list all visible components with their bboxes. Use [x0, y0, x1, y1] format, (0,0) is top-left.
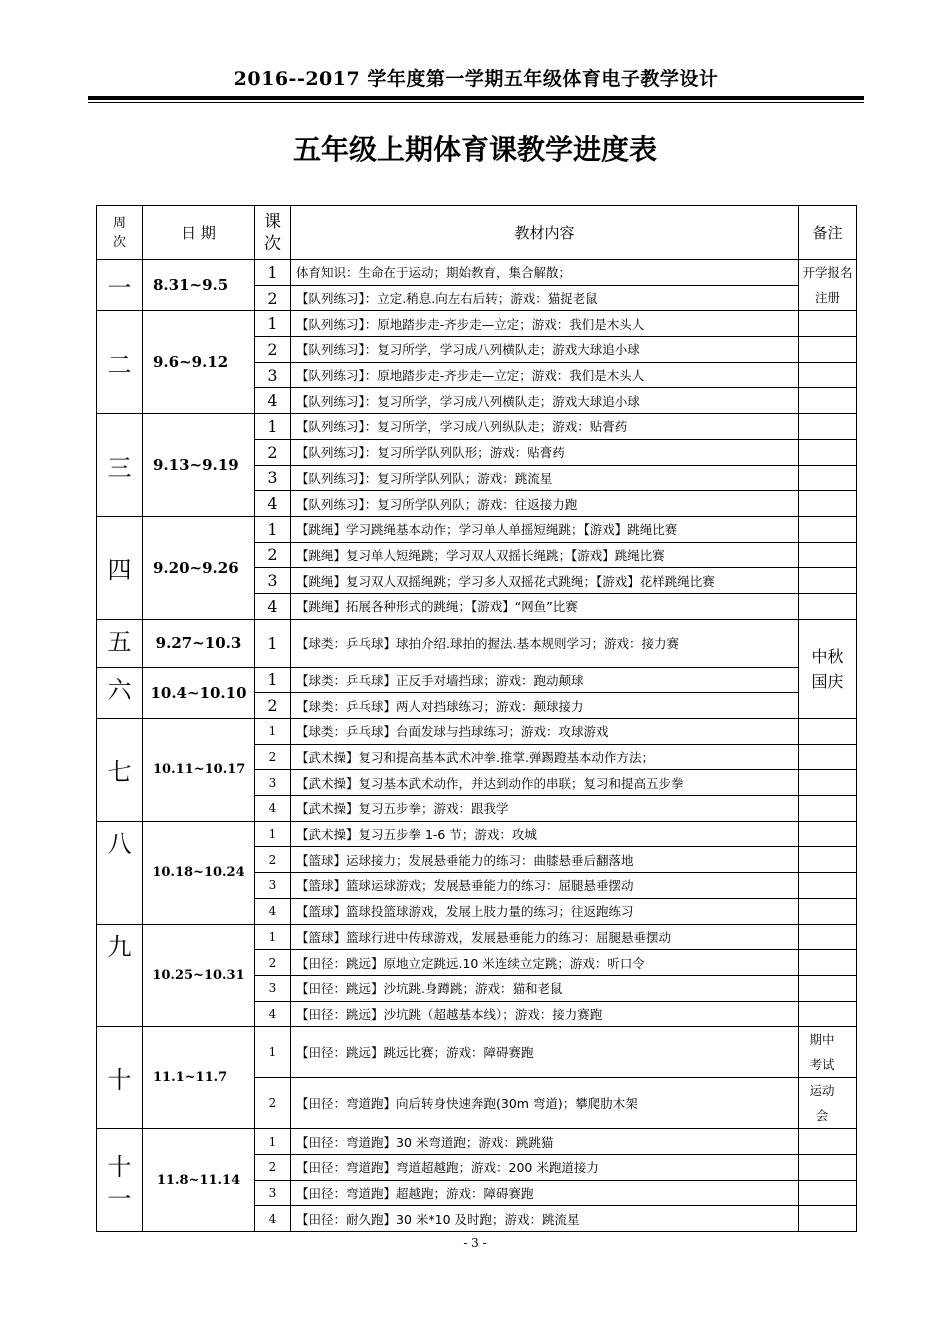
lesson-content: 【田径：弯道跑】向后转身快速奔跑(30m 弯道)；攀爬肋木架 [291, 1078, 799, 1129]
week-number: 七 [107, 758, 132, 787]
week-cell [97, 667, 143, 718]
lesson-content: 【跳绳】学习跳绳基本动作；学习单人单摇短绳跳；【游戏】跳绳比赛 [291, 516, 799, 542]
lesson-number: 2 [255, 542, 291, 568]
lesson-number: 3 [255, 975, 291, 1001]
table-row [97, 719, 857, 745]
lesson-content: 【跳绳】复习单人短绳跳；学习双人双摇长绳跳；【游戏】跳绳比赛 [291, 542, 799, 568]
lesson-content: 【篮球】篮球投篮球游戏，发展上肢力量的练习；往返跑练习 [291, 898, 799, 924]
lesson-number: 3 [255, 770, 291, 796]
lesson-number: 2 [255, 847, 291, 873]
note-cell-empty [799, 847, 857, 873]
lesson-content: 【武术操】复习五步拳 1-6 节；游戏：攻城 [291, 821, 799, 847]
note-cell [799, 260, 857, 311]
week-number: 四 [107, 556, 132, 585]
note-text: 中秋国庆 [811, 646, 844, 691]
lesson-content: 【篮球】篮球运球游戏；发展悬垂能力的练习：屈腿悬垂摆动 [291, 873, 799, 899]
week-number: 五 [107, 627, 132, 656]
note-cell-empty [799, 744, 857, 770]
note-cell-empty [799, 719, 857, 745]
date-cell: 9.27~10.3 [143, 619, 255, 667]
week-number: 八 [107, 829, 132, 858]
note-cell-empty [799, 796, 857, 822]
lesson-content: 体育知识：生命在于运动；期始教育，集合解散； [291, 260, 799, 286]
lesson-number: 1 [255, 1027, 291, 1078]
table-row [97, 924, 857, 950]
col-header-date: 日 期 [143, 206, 255, 260]
lesson-number: 4 [255, 898, 291, 924]
note-cell-empty [799, 975, 857, 1001]
lesson-content: 【队列练习】：原地踏步走-齐步走—立定；游戏：我们是木头人 [291, 311, 799, 337]
lesson-number: 4 [255, 593, 291, 619]
lesson-number: 1 [255, 1129, 291, 1155]
note-cell-empty [799, 414, 857, 440]
note-cell-empty [799, 362, 857, 388]
note-cell-empty [799, 821, 857, 847]
lesson-content: 【篮球】篮球行进中传球游戏，发展悬垂能力的练习：屈腿悬垂摆动 [291, 924, 799, 950]
col-header-note: 备注 [799, 206, 857, 260]
lesson-content: 【球类：乒乓球】台面发球与挡球练习；游戏：攻球游戏 [291, 719, 799, 745]
note-cell-empty [799, 950, 857, 976]
lesson-content: 【队列练习】：复习所学，学习成八列纵队走；游戏：贴膏药 [291, 414, 799, 440]
lesson-number: 2 [255, 744, 291, 770]
table-row [97, 311, 857, 337]
week-number: 十一 [107, 1153, 132, 1214]
lesson-number: 3 [255, 1180, 291, 1206]
col-header-lesson: 课次 [255, 206, 291, 260]
date-cell: 9.20~9.26 [143, 516, 255, 619]
note-cell-empty [799, 1206, 857, 1232]
lesson-number: 2 [255, 439, 291, 465]
date-cell: 10.11~10.17 [143, 719, 255, 822]
date-cell: 9.6~9.12 [143, 311, 255, 414]
lesson-number: 4 [255, 796, 291, 822]
note-cell-empty [799, 465, 857, 491]
date-cell: 10.4~10.10 [143, 667, 255, 718]
lesson-content: 【田径：弯道跑】超越跑；游戏：障碍赛跑 [291, 1180, 799, 1206]
lesson-content: 【队列练习】：复习所学队列队；游戏：往返接力跑 [291, 491, 799, 517]
week-cell [97, 619, 143, 667]
lesson-number: 1 [255, 667, 291, 693]
lesson-content: 【武术操】复习基本武术动作，并达到动作的串联；复习和提高五步拳 [291, 770, 799, 796]
header-rule-thick [88, 96, 864, 100]
note-cell-empty [799, 491, 857, 517]
week-number: 三 [107, 453, 132, 482]
lesson-number: 1 [255, 311, 291, 337]
note-cell-empty [799, 593, 857, 619]
lesson-content: 【武术操】复习和提高基本武术冲拳.推掌.弹踢蹬基本动作方法； [291, 744, 799, 770]
lesson-content: 【队列练习】：复习所学，学习成八列横队走；游戏大球追小球 [291, 388, 799, 414]
lesson-number: 3 [255, 568, 291, 594]
lesson-content: 【田径：跳远】跳远比赛；游戏：障碍赛跑 [291, 1027, 799, 1078]
lesson-number: 3 [255, 873, 291, 899]
table-header-row [97, 206, 857, 260]
note-cell-empty [799, 337, 857, 363]
lesson-content: 【田径：跳远】沙坑跳.身蹲跳；游戏：猫和老鼠 [291, 975, 799, 1001]
lesson-number: 4 [255, 1001, 291, 1027]
lesson-number: 1 [255, 414, 291, 440]
week-cell [97, 1027, 143, 1129]
note-cell-empty [799, 388, 857, 414]
note-cell [799, 619, 857, 718]
lesson-content: 【篮球】运球接力；发展悬垂能力的练习：曲膝悬垂后翻落地 [291, 847, 799, 873]
lesson-content: 【田径：耐久跑】30 米*10 及时跑；游戏：跳流星 [291, 1206, 799, 1232]
lesson-content: 【队列练习】：立定.稍息.向左右后转；游戏：猫捉老鼠 [291, 285, 799, 311]
date-cell: 8.31~9.5 [143, 260, 255, 311]
date-cell: 11.8~11.14 [143, 1129, 255, 1232]
lesson-number: 3 [255, 465, 291, 491]
lesson-number: 1 [255, 719, 291, 745]
lesson-number: 2 [255, 693, 291, 719]
date-cell: 11.1~11.7 [143, 1027, 255, 1129]
lesson-content: 【队列练习】：原地踏步走-齐步走—立定；游戏：我们是木头人 [291, 362, 799, 388]
note-cell-empty [799, 1001, 857, 1027]
lesson-content: 【田径：弯道跑】30 米弯道跑；游戏：跳跳猫 [291, 1129, 799, 1155]
document-title: 五年级上期体育课教学进度表 [292, 133, 657, 166]
lesson-content: 【田径：跳远】原地立定跳远.10 米连续立定跳；游戏：听口令 [291, 950, 799, 976]
col-header-week: 周次 [97, 206, 143, 260]
week-cell [97, 924, 143, 1027]
note-text: 期中考试 [809, 1032, 835, 1073]
lesson-number: 1 [255, 516, 291, 542]
week-cell [97, 1129, 143, 1232]
note-cell-empty [799, 924, 857, 950]
note-cell-empty [799, 873, 857, 899]
lesson-content: 【队列练习】：复习所学，学习成八列横队走；游戏大球追小球 [291, 337, 799, 363]
lesson-content: 【队列练习】：复习所学队列队形；游戏：贴膏药 [291, 439, 799, 465]
lesson-content: 【球类：乒乓球】正反手对墙挡球；游戏：跑动颠球 [291, 667, 799, 693]
table-row [97, 260, 857, 286]
table-row [97, 1129, 857, 1155]
lesson-content: 【田径：弯道跑】弯道超越跑；游戏：200 米跑道接力 [291, 1154, 799, 1180]
header-rule-thin [88, 102, 864, 103]
col-header-content: 教材内容 [291, 206, 799, 260]
lesson-number: 1 [255, 924, 291, 950]
lesson-number: 2 [255, 337, 291, 363]
note-cell-empty [799, 898, 857, 924]
week-number: 九 [107, 932, 132, 961]
note-cell-empty [799, 542, 857, 568]
note-cell-empty [799, 1154, 857, 1180]
lesson-number: 4 [255, 1206, 291, 1232]
lesson-content: 【跳绳】复习双人双摇绳跳；学习多人双摇花式跳绳；【游戏】花样跳绳比赛 [291, 568, 799, 594]
week-number: 六 [107, 675, 132, 704]
note-cell-empty [799, 1129, 857, 1155]
lesson-content: 【队列练习】：复习所学队列队；游戏：跳流星 [291, 465, 799, 491]
lesson-number: 1 [255, 821, 291, 847]
lesson-number: 1 [255, 260, 291, 286]
lesson-content: 【田径：跳远】沙坑跳（超越基本线）；游戏：接力赛跑 [291, 1001, 799, 1027]
page-header: 2016--2017 学年度第一学期五年级体育电子教学设计 [233, 68, 719, 90]
note-text: 开学报名注册 [802, 265, 853, 306]
week-cell [97, 311, 143, 414]
lesson-number: 2 [255, 1078, 291, 1129]
table-row [97, 516, 857, 542]
note-cell-empty [799, 516, 857, 542]
lesson-number: 3 [255, 362, 291, 388]
note-cell [799, 1027, 857, 1078]
schedule-table [96, 205, 857, 1232]
page-number: - 3 - [463, 1236, 487, 1250]
week-cell [97, 260, 143, 311]
table-row [97, 414, 857, 440]
lesson-content: 【武术操】复习五步拳；游戏：跟我学 [291, 796, 799, 822]
note-cell-empty [799, 439, 857, 465]
table-row [97, 667, 857, 693]
week-cell [97, 516, 143, 619]
lesson-content: 【球类：乒乓球】球拍介绍.球拍的握法.基本规则学习；游戏：接力赛 [291, 619, 799, 667]
date-cell: 10.25~10.31 [143, 924, 255, 1027]
lesson-content: 【球类：乒乓球】两人对挡球练习；游戏：颠球接力 [291, 693, 799, 719]
date-cell: 9.13~9.19 [143, 414, 255, 517]
date-cell: 10.18~10.24 [143, 821, 255, 924]
note-cell [799, 1078, 857, 1129]
lesson-number: 1 [255, 619, 291, 667]
week-cell [97, 414, 143, 517]
note-cell-empty [799, 770, 857, 796]
week-cell [97, 719, 143, 822]
table-row [97, 619, 857, 667]
lesson-number: 2 [255, 1154, 291, 1180]
lesson-content: 【跳绳】拓展各种形式的跳绳；【游戏】“网鱼”比赛 [291, 593, 799, 619]
week-number: 一 [107, 273, 132, 302]
note-cell-empty [799, 1180, 857, 1206]
table-row [97, 1027, 857, 1078]
table-row [97, 821, 857, 847]
lesson-number: 2 [255, 285, 291, 311]
lesson-number: 4 [255, 388, 291, 414]
note-text: 运动会 [809, 1083, 835, 1124]
lesson-number: 4 [255, 491, 291, 517]
week-cell [97, 821, 143, 924]
week-number: 二 [107, 350, 132, 379]
note-cell-empty [799, 568, 857, 594]
week-number: 十 [107, 1066, 132, 1095]
lesson-number: 2 [255, 950, 291, 976]
note-cell-empty [799, 311, 857, 337]
